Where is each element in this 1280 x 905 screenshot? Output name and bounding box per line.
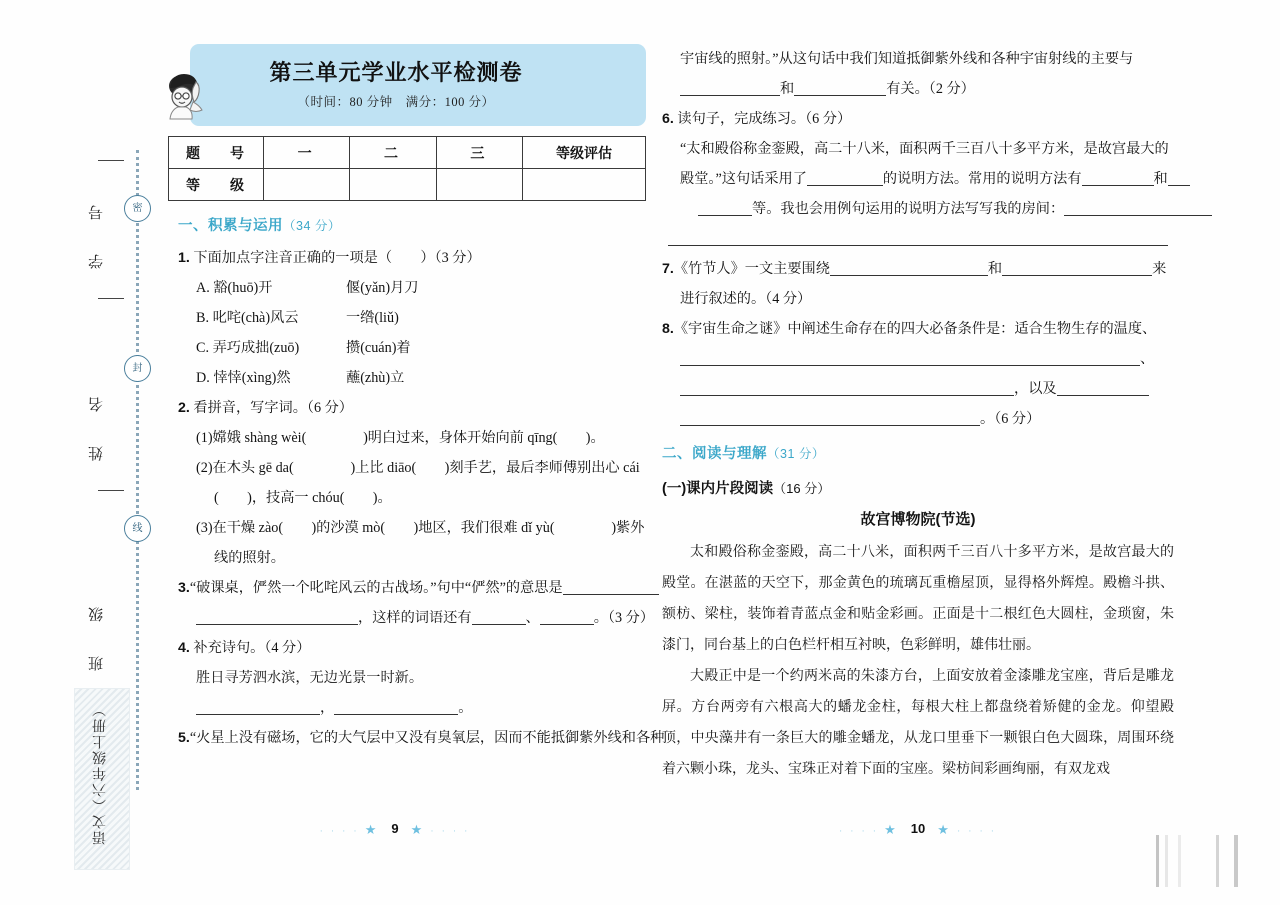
seal-rule: [98, 160, 124, 161]
option-c-left: 弄巧成拙(zuō): [212, 340, 300, 356]
option-a-right: 偃(yǎn)月刀: [346, 280, 419, 296]
answer-blank-8-2[interactable]: [680, 380, 1014, 396]
question-7-a: 《竹节人》一文主要围绕: [673, 261, 830, 277]
question-1-option-c[interactable]: [178, 333, 646, 363]
book-title-text: 语文（六年级上册）: [93, 701, 108, 845]
question-7-line-1: [662, 254, 1174, 284]
answer-blank-6-5[interactable]: [1064, 200, 1212, 216]
score-col-2: 二: [350, 137, 436, 169]
option-d-label: D.: [196, 370, 210, 386]
question-5-mid: 和: [780, 81, 795, 97]
question-8-line-1: [662, 314, 1174, 344]
question-3-end: 。（3 分）: [593, 610, 655, 626]
question-8-end: 。（6 分）: [980, 411, 1041, 427]
answer-blank-8-4[interactable]: [680, 410, 980, 426]
question-4-sep: ，: [320, 700, 335, 716]
star-decoration-left: · · · · ★: [319, 822, 380, 837]
question-5-number: 5.: [178, 730, 190, 746]
question-2-item-3[interactable]: (3)在干燥 zào( )的沙漠 mò( )地区，我们很难 dǐ yù( )紫外: [196, 520, 645, 536]
star-decoration-left-2: ★ · · · ·: [410, 822, 471, 837]
answer-blank-5-2[interactable]: [794, 80, 886, 96]
stars-left-text: · · · ·: [319, 826, 360, 836]
question-1-option-d[interactable]: [178, 363, 646, 393]
question-3-line-1: [178, 573, 646, 603]
answer-blank-3-4[interactable]: [540, 609, 594, 625]
question-1: [178, 243, 646, 393]
question-3-text: “破课桌，俨然一个叱咤风云的古战场。”句中“俨然”的意思是: [189, 580, 563, 596]
star-decoration-right-2: ★ · · · ·: [937, 822, 997, 837]
question-3: [178, 573, 655, 633]
question-6-quote-2: [662, 164, 1174, 194]
question-5-line-1: [178, 723, 665, 753]
question-1-number: 1.: [178, 250, 190, 266]
question-1-option-b[interactable]: [178, 303, 646, 333]
question-6-text: 读句子，完成练习。（6 分）: [677, 111, 852, 127]
seal-stamp-xian: 线: [124, 515, 151, 542]
score-row-label-grade: 等 级: [169, 169, 264, 201]
left-content: [178, 214, 665, 753]
answer-blank-6-2[interactable]: [1082, 170, 1154, 186]
page-number-right: 10: [910, 821, 926, 836]
question-5: [178, 723, 665, 753]
option-d-right: 蘸(zhù)立: [346, 370, 405, 386]
question-6-q2b: 的说明方法。常用的说明方法有: [882, 171, 1082, 187]
question-3-line-2: [178, 603, 655, 633]
answer-blank-3-1[interactable]: [563, 579, 659, 595]
scan-artifact: [1156, 835, 1274, 887]
question-8-line-3: [662, 374, 1174, 404]
option-c-right: 攒(cuán)着: [346, 340, 411, 356]
question-6-quote-1: “太和殿俗称金銮殿，高二十八米，面积两千三百八十多平方米，是故宫最大的: [680, 141, 1169, 157]
question-8-line-2: [662, 344, 1174, 374]
question-1-text: 下面加点字注音正确的一项是（ ）（3 分）: [193, 250, 481, 266]
section-2-sub-points: （16 分）: [773, 481, 831, 496]
question-6-q3a: 等。我也会用例句运用的说明方法写写我的房间：: [752, 201, 1065, 217]
question-7: [662, 254, 1174, 314]
question-4-answer-line: [178, 693, 646, 723]
exam-meta: （时间：80 分钟 满分：100 分）: [297, 95, 495, 109]
reading-passage: [662, 537, 1174, 785]
question-6-quote-3: [662, 194, 1174, 224]
seal-rule: [98, 490, 124, 491]
section-2-points: （31 分）: [767, 447, 825, 461]
answer-blank-3-2[interactable]: [196, 609, 358, 625]
mascot-student-icon: [160, 66, 222, 128]
answer-blank-4-1[interactable]: [196, 699, 320, 715]
option-b-left: 叱咤(chà)风云: [212, 310, 299, 326]
title-banner-wrap: [168, 44, 646, 132]
option-a-label: A.: [196, 280, 210, 296]
question-5-end: 有关。（2 分）: [886, 81, 975, 97]
question-6-stem: [662, 104, 1174, 134]
option-c-label: C.: [196, 340, 210, 356]
table-row-header: [169, 137, 646, 169]
question-4-number: 4.: [178, 640, 190, 656]
question-2-item-2[interactable]: (2)在木头 gē da( )上比 diāo( )刻手艺，最后李师傅别出心 cái: [196, 460, 640, 476]
question-6-q2c: 和: [1153, 171, 1168, 187]
question-2-item-1[interactable]: (1)嫦娥 shàng wèi( )明白过来，身体开始向前 qīng( )。: [196, 430, 605, 446]
section-2-subheading: [662, 477, 1174, 498]
question-4-text: 补充诗句。（4 分）: [193, 640, 311, 656]
passage-title: 故宫博物院(节选): [860, 511, 976, 528]
question-3-number: 3.: [178, 580, 190, 596]
section-2-title: 二、阅读与理解: [662, 446, 767, 462]
question-2: [178, 393, 646, 573]
question-2-item-2b[interactable]: ( )，技高一 chóu( )。: [214, 490, 392, 506]
question-7-b: 和: [987, 261, 1003, 277]
answer-blank-6-6[interactable]: [668, 230, 1168, 246]
stars-left-text-2: · · · ·: [430, 826, 471, 836]
question-8-line-4: [662, 404, 1174, 434]
seal-rule: [98, 298, 124, 299]
answer-blank-6-1[interactable]: [807, 170, 883, 186]
question-3-mid: ，这样的词语还有: [358, 610, 472, 626]
question-4-stem: [178, 633, 646, 663]
answer-blank-6-3[interactable]: [1168, 170, 1190, 186]
book-title-watermark: [74, 688, 130, 870]
grade-cell-3[interactable]: [436, 169, 522, 201]
score-col-eval: 等级评估: [523, 137, 646, 169]
question-4-end: 。: [458, 700, 473, 716]
answer-blank-8-1[interactable]: [680, 350, 1140, 366]
field-name: 姓 名: [89, 388, 105, 462]
score-table: [168, 136, 646, 201]
question-6-number: 6.: [662, 111, 674, 127]
footer-right: [662, 821, 1174, 838]
question-6-blank-line: [662, 224, 1174, 254]
page-title: 第三单元学业水平检测卷: [269, 60, 523, 85]
grade-cell-1[interactable]: [264, 169, 350, 201]
question-8-text: 《宇宙生命之谜》中阐述生命存在的四大必备条件是：适合生物生存的温度、: [673, 321, 1157, 337]
question-6-q2a: 殿堂。”这句话采用了: [680, 171, 807, 187]
question-5-cont: [662, 44, 1174, 104]
seal-stamp-mi: 密: [124, 195, 151, 222]
passage-paragraph-1: 太和殿俗称金銮殿，高二十八米，面积两千三百八十多平方米，是故宫最大的殿堂。在湛蓝的天空下，那金黄色的琉璃瓦重檐屋顶，显得格外辉煌。殿檐斗拱、额枋、梁柱，装饰着青蓝点金和贴金彩画。正面是十二根红色大圆柱，金琐窗，朱漆门，同台基上的白色栏杆相互衬映，色彩鲜明，雄伟壮丽。: [662, 545, 1174, 653]
field-class: 班 级: [89, 598, 105, 672]
question-5-text: “火星上没有磁场，它的大气层中又没有臭氧层，因而不能抵御紫外线和各种: [189, 730, 665, 746]
section-2-sub-title: (一)课内片段阅读: [662, 481, 774, 497]
section-1-points: （34 分）: [283, 219, 341, 233]
field-student-id: 学 号: [89, 196, 105, 270]
question-5-line-3: [662, 74, 1174, 104]
left-column: [168, 44, 665, 864]
question-8-mid: ，以及: [1014, 381, 1057, 397]
passage-paragraph-2: 大殿正中是一个约两米高的朱漆方台，上面安放着金漆雕龙宝座，背后是雕龙屏。方台两旁有六根高大的蟠龙金柱，每根大柱上都盘绕着矫健的金龙。仰望殿顶，中央藻井有一条巨大的雕金蟠龙，从龙口里垂下一颗银白色大圆珠，周围环绕着六颗小珠，龙头、宝珠正对着下面的宝座。梁枋间彩画绚丽，有双龙戏: [662, 669, 1174, 777]
question-2-number: 2.: [178, 400, 190, 416]
option-a-left: 豁(huō)开: [213, 280, 273, 296]
question-8-sep: 、: [1140, 351, 1155, 367]
score-col-1: 一: [264, 137, 350, 169]
option-b-right: 一绺(liǔ): [346, 310, 399, 326]
question-8-number: 8.: [662, 321, 674, 337]
answer-blank-8-3[interactable]: [1057, 380, 1149, 396]
grade-cell-2[interactable]: [350, 169, 436, 201]
answer-blank-7-1[interactable]: [830, 260, 988, 276]
grade-cell-eval[interactable]: [523, 169, 646, 201]
question-7-number: 7.: [662, 261, 674, 277]
star-decoration-right: · · · · ★: [839, 822, 899, 837]
question-4: [178, 633, 646, 723]
question-2-item-3b: 线的照射。: [214, 550, 285, 566]
answer-blank-5-1[interactable]: [680, 80, 780, 96]
question-5-line-2: 宇宙线的照射。”从这句话中我们知道抵御紫外线和各种宇宙射线的主要与: [680, 51, 1134, 67]
page-number-left: 9: [391, 821, 399, 836]
option-d-left: 悻悻(xìng)然: [213, 370, 291, 386]
question-7-c: 来: [1152, 261, 1167, 277]
question-2-text: 看拼音，写字词。（6 分）: [193, 400, 353, 416]
footer-left: [156, 821, 634, 838]
question-2-stem: [178, 393, 646, 423]
question-6: [662, 104, 1174, 254]
right-column: [662, 44, 1174, 864]
table-row-grade: [169, 169, 646, 201]
answer-blank-6-4[interactable]: [698, 200, 752, 216]
question-7-line-2: 进行叙述的。（4 分）: [680, 291, 812, 307]
stars-right-text-2: · · · ·: [957, 826, 997, 836]
answer-blank-7-2[interactable]: [1002, 260, 1152, 276]
seal-stamp-feng: 封: [124, 355, 151, 382]
score-row-label-question: 题 号: [169, 137, 264, 169]
question-8: [662, 314, 1174, 434]
question-1-option-a[interactable]: [178, 273, 646, 303]
question-1-stem: [178, 243, 646, 273]
answer-blank-3-3[interactable]: [472, 609, 526, 625]
section-1-title: 一、积累与运用: [178, 218, 283, 234]
question-3-sep: 、: [525, 610, 540, 626]
option-b-label: B.: [196, 310, 210, 326]
question-4-verse: 胜日寻芳泗水滨，无边光景一时新。: [196, 670, 424, 686]
answer-blank-4-2[interactable]: [334, 699, 458, 715]
stars-right-text: · · · ·: [839, 826, 879, 836]
section-1-heading: [178, 214, 646, 235]
score-col-3: 三: [436, 137, 522, 169]
section-2-heading: [662, 442, 1174, 463]
